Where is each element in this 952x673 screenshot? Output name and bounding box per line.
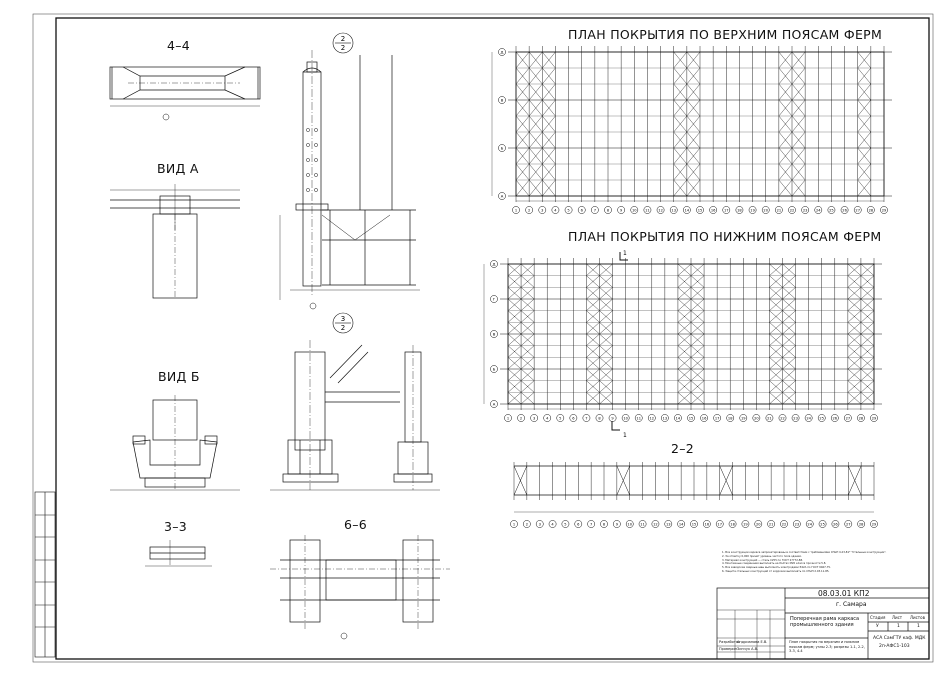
axis-number: 12 xyxy=(649,416,655,421)
axis-number: 7 xyxy=(589,522,593,527)
axis-number: 8 xyxy=(606,208,610,213)
bottom-chord-plan xyxy=(484,258,882,422)
axis-number: 2 xyxy=(525,522,529,527)
axis-number: 18 xyxy=(737,208,742,213)
axis-number: 23 xyxy=(793,416,798,421)
axis-number: 22 xyxy=(781,522,787,527)
axis-number: 11 xyxy=(645,208,650,213)
name-checker: Зинчук А.В. xyxy=(737,647,759,651)
section-4-4-title: 4–4 xyxy=(167,38,191,53)
node-3-sheet: 2 xyxy=(340,324,346,332)
axis-number: 24 xyxy=(807,522,813,527)
axis-number: 3 xyxy=(532,416,536,421)
axis-number: 17 xyxy=(723,208,729,213)
axis-number: 20 xyxy=(754,416,759,421)
axis-number: 1 xyxy=(506,416,510,421)
axis-number: 21 xyxy=(776,208,782,213)
axis-number: 23 xyxy=(802,208,808,213)
sheet-contents: План покрытия по верхним и нижним поясам ферм; узлы 2-3; разрезы 1-1, 2-2, 3-3, 4-4 xyxy=(789,640,865,653)
axis-number: 16 xyxy=(701,416,707,421)
axis-number: 23 xyxy=(794,522,800,527)
section-6-6-title: 6–6 xyxy=(344,517,368,532)
axis-number: 25 xyxy=(820,522,825,527)
bottom-chord-plan-title: ПЛАН ПОКРЫТИЯ ПО НИЖНИМ ПОЯСАМ ФЕРМ xyxy=(568,229,882,244)
axis-number: 24 xyxy=(815,208,821,213)
row-letter: А xyxy=(500,193,504,199)
axis-number: 5 xyxy=(567,208,570,213)
axis-number: 8 xyxy=(602,522,606,527)
axis-number: 13 xyxy=(662,416,668,421)
axis-number: 4 xyxy=(551,522,554,527)
axis-number: 28 xyxy=(858,522,864,527)
axis-number: 4 xyxy=(554,208,557,213)
axis-number: 7 xyxy=(593,208,597,213)
role-developer: Разработал xyxy=(719,640,741,644)
axis-number: 3 xyxy=(541,208,544,213)
axis-number: 9 xyxy=(615,522,619,527)
section-4-4-drawing xyxy=(110,67,260,120)
axis-number: 19 xyxy=(743,522,748,527)
sheets-header: Листов xyxy=(910,615,925,620)
axis-number: 29 xyxy=(871,416,877,421)
city: г. Самара xyxy=(836,601,867,608)
node-2-sheet: 2 xyxy=(340,44,346,52)
view-b-title: ВИД Б xyxy=(158,369,200,384)
axis-number: 16 xyxy=(710,208,716,213)
axis-number: 1 xyxy=(512,522,516,527)
view-b-drawing xyxy=(110,395,240,490)
axis-number: 13 xyxy=(665,522,671,527)
row-letter: В xyxy=(492,331,496,337)
axis-number: 15 xyxy=(697,208,703,213)
axis-number: 18 xyxy=(730,522,735,527)
axis-number: 18 xyxy=(727,416,733,421)
axis-number: 12 xyxy=(653,522,658,527)
axis-number: 10 xyxy=(623,416,628,421)
group: 2п-АФС1-103 xyxy=(879,644,910,649)
note-line: 6. Защита стальных конструкций от коррозии выполнять по СНиП 2.03.11-85. xyxy=(722,569,830,573)
axis-number: 10 xyxy=(627,522,633,527)
axis-number: 27 xyxy=(845,416,851,421)
note-line: 4. Монтажные соединения выполнять на болтах М20 класса прочности 5.8. xyxy=(722,562,827,566)
node-2-number: 2 xyxy=(340,35,346,43)
axis-number: 25 xyxy=(819,416,825,421)
section-2-2-title: 2–2 xyxy=(671,441,695,456)
axis-number: 11 xyxy=(640,522,645,527)
axis-number: 21 xyxy=(768,522,774,527)
axis-number: 14 xyxy=(675,416,681,421)
axis-number: 22 xyxy=(780,416,785,421)
row-letter: Д xyxy=(500,49,504,55)
axis-number: 16 xyxy=(704,522,710,527)
node-3-number: 3 xyxy=(340,315,346,323)
axis-number: 29 xyxy=(871,522,877,527)
object-name: Поперечная рама каркаса промышленного здания xyxy=(790,616,860,628)
row-letter: Б xyxy=(492,366,496,372)
row-letter: А xyxy=(492,401,496,407)
axis-number: 6 xyxy=(580,208,583,213)
axis-number: 15 xyxy=(691,522,697,527)
note-line: 2. За отметку 0,000 принят уровень чистого пола здания. xyxy=(722,554,802,558)
sheet-value: 1 xyxy=(897,624,900,629)
stage-value: У xyxy=(876,624,879,629)
view-a-drawing xyxy=(110,184,240,298)
sheet-header: Лист xyxy=(892,615,903,620)
row-letter: Д xyxy=(492,261,496,267)
axis-number: 17 xyxy=(714,416,720,421)
section-6-6-drawing xyxy=(270,535,450,639)
axis-number: 19 xyxy=(750,208,755,213)
row-letter: Б xyxy=(500,145,504,151)
axis-number: 9 xyxy=(619,208,623,213)
name-developer: Андрианова Е.В. xyxy=(737,640,768,644)
axis-number: 5 xyxy=(559,416,562,421)
axis-number: 10 xyxy=(631,208,637,213)
general-notes xyxy=(722,551,922,574)
axis-number: 26 xyxy=(842,208,847,213)
section-2-2-elevation xyxy=(510,462,877,528)
axis-number: 2 xyxy=(519,416,523,421)
row-letter: В xyxy=(500,97,504,103)
axis-number: 11 xyxy=(636,416,642,421)
node-3-drawing xyxy=(270,340,440,490)
stage-header: Стадия xyxy=(870,615,886,620)
node-2-drawing xyxy=(280,50,420,309)
axis-number: 15 xyxy=(688,416,694,421)
axis-number: 7 xyxy=(585,416,588,421)
axis-number: 9 xyxy=(611,416,614,421)
section-3-3-drawing xyxy=(145,540,212,566)
cut-1-label-top: 1 xyxy=(623,250,627,257)
axis-number: 14 xyxy=(678,522,684,527)
axis-number: 6 xyxy=(572,416,575,421)
cut-1-label-bottom: 1 xyxy=(623,432,627,439)
note-line: 5. Все заводские сварные швы выполнять электродами Э42А по ГОСТ 9467-75. xyxy=(722,566,831,570)
axis-number: 27 xyxy=(855,208,861,213)
axis-number: 21 xyxy=(767,416,772,421)
axis-number: 1 xyxy=(514,208,518,213)
axis-number: 25 xyxy=(829,208,834,213)
axis-number: 29 xyxy=(881,208,887,213)
note-line: 3. Материал конструкций — сталь С255 по ГОСТ 27772-88. xyxy=(722,558,803,562)
role-checker: Проверил xyxy=(719,647,737,651)
axis-number: 14 xyxy=(684,208,690,213)
drawing-code: 08.03.01 КП2 xyxy=(818,589,870,598)
axis-number: 3 xyxy=(538,522,541,527)
note-line: 1. Все конструкции каркаса запроектированы в соответствии с требованиями СНиП II-23-81* "Стальные конструкции". xyxy=(722,551,887,554)
axis-number: 28 xyxy=(868,208,874,213)
axis-number: 17 xyxy=(717,522,723,527)
axis-number: 13 xyxy=(671,208,677,213)
axis-number: 20 xyxy=(763,208,769,213)
axis-number: 6 xyxy=(577,522,580,527)
axis-number: 20 xyxy=(755,522,761,527)
view-a-title: ВИД А xyxy=(157,161,199,176)
axis-number: 26 xyxy=(833,522,838,527)
binding-stamp xyxy=(35,492,55,657)
axis-number: 2 xyxy=(527,208,531,213)
top-chord-plan-title: ПЛАН ПОКРЫТИЯ ПО ВЕРХНИМ ПОЯСАМ ФЕРМ xyxy=(568,27,883,42)
top-chord-plan xyxy=(492,46,892,214)
organization: АСА СамГТУ каф. МДК xyxy=(873,636,926,641)
axis-number: 26 xyxy=(832,416,838,421)
axis-number: 28 xyxy=(858,416,864,421)
axis-number: 12 xyxy=(658,208,663,213)
axis-number: 8 xyxy=(598,416,601,421)
axis-number: 4 xyxy=(546,416,549,421)
axis-number: 27 xyxy=(845,522,851,527)
sheets-value: 1 xyxy=(917,624,920,629)
axis-number: 5 xyxy=(564,522,567,527)
row-letter: Г xyxy=(492,296,496,302)
section-3-3-title: 3–3 xyxy=(164,519,188,534)
axis-number: 24 xyxy=(806,416,811,421)
axis-number: 22 xyxy=(789,208,795,213)
axis-number: 19 xyxy=(740,416,746,421)
